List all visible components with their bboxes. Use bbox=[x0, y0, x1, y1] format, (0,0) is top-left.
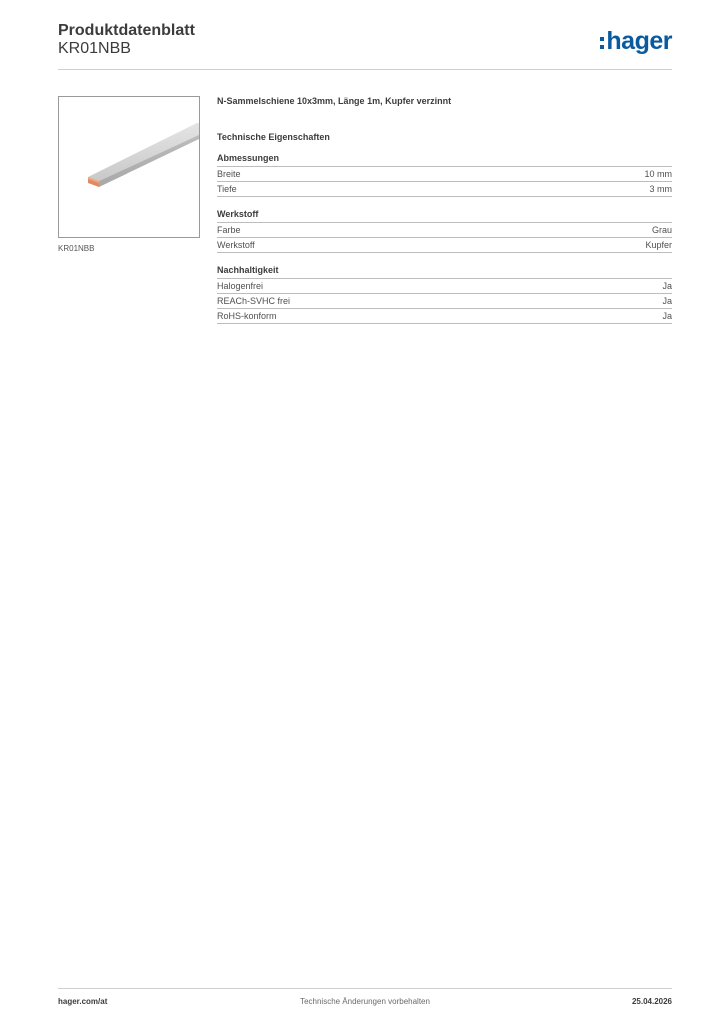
row-value: Ja bbox=[662, 296, 672, 306]
row-value: 3 mm bbox=[649, 184, 672, 194]
table-row bbox=[217, 294, 672, 309]
row-label: RoHS-konform bbox=[217, 311, 277, 321]
header-divider bbox=[58, 69, 672, 70]
row-label: Werkstoff bbox=[217, 240, 255, 250]
logo-mark-icon bbox=[600, 37, 604, 49]
product-image bbox=[58, 96, 200, 238]
group-abmessungen bbox=[217, 153, 672, 197]
product-details bbox=[217, 96, 672, 336]
logo-text: hager bbox=[606, 27, 672, 55]
footer-website: hager.com/at bbox=[58, 997, 108, 1006]
row-value: Ja bbox=[662, 311, 672, 321]
group-werkstoff bbox=[217, 209, 672, 253]
product-description: N-Sammelschiene 10x3mm, Länge 1m, Kupfer verzinnt bbox=[217, 96, 452, 106]
footer-divider bbox=[58, 988, 672, 989]
footer-date: 25.04.2026 bbox=[631, 997, 672, 1006]
row-value: Kupfer bbox=[645, 240, 672, 250]
table-row bbox=[217, 309, 672, 324]
technical-heading: Technische Eigenschaften bbox=[217, 132, 330, 142]
group-title: Abmessungen bbox=[217, 153, 672, 167]
row-label: Tiefe bbox=[217, 184, 237, 194]
image-caption: KR01NBB bbox=[58, 244, 95, 253]
row-label: Halogenfrei bbox=[217, 281, 264, 291]
table-row bbox=[217, 167, 672, 182]
row-value: Grau bbox=[651, 225, 672, 235]
table-row bbox=[217, 238, 672, 253]
hager-logo bbox=[600, 28, 672, 54]
row-value: 10 mm bbox=[644, 169, 672, 179]
busbar-product-image-icon bbox=[59, 97, 200, 238]
row-value: Ja bbox=[662, 281, 672, 291]
product-code: KR01NBB bbox=[58, 40, 131, 57]
row-label: Farbe bbox=[217, 225, 241, 235]
row-label: Breite bbox=[217, 169, 241, 179]
footer-notice: Technische Änderungen vorbehalten bbox=[300, 997, 430, 1006]
table-row bbox=[217, 279, 672, 294]
group-title: Nachhaltigkeit bbox=[217, 265, 672, 279]
document-title: Produktdatenblatt bbox=[58, 22, 195, 39]
table-row bbox=[217, 223, 672, 238]
group-nachhaltigkeit bbox=[217, 265, 672, 324]
group-title: Werkstoff bbox=[217, 209, 672, 223]
row-label: REACh-SVHC frei bbox=[217, 296, 291, 306]
table-row bbox=[217, 182, 672, 197]
page-header bbox=[58, 20, 672, 70]
page-footer bbox=[58, 997, 672, 1011]
